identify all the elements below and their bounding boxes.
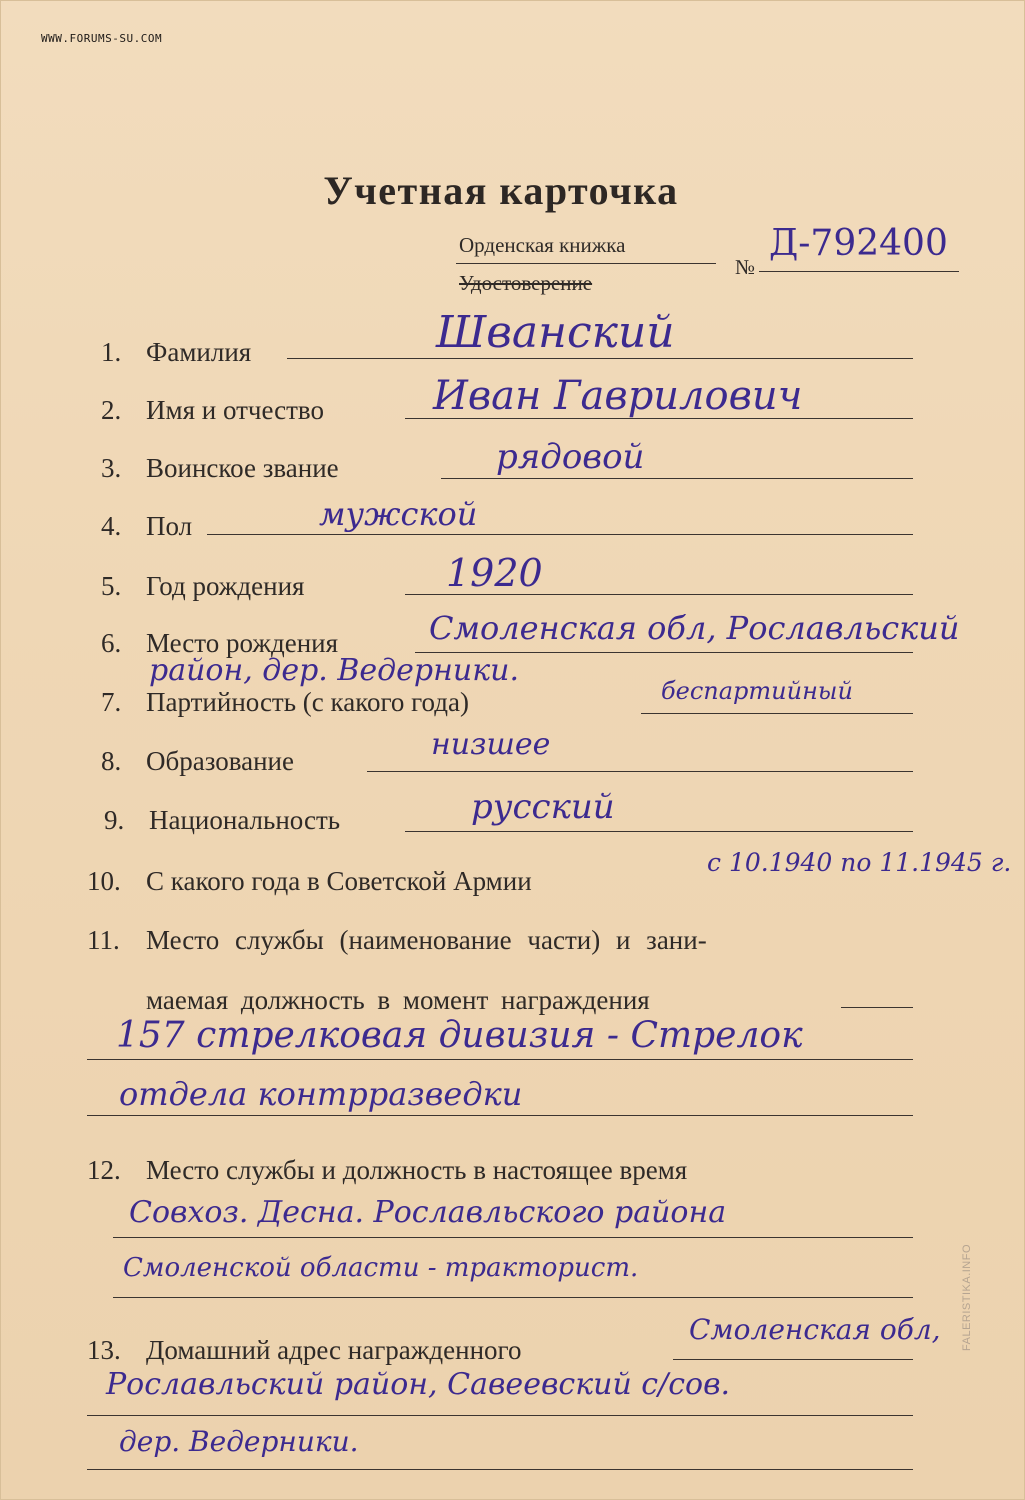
field-3-number: 3. bbox=[101, 453, 122, 483]
field-6-label: Место рождения bbox=[146, 628, 339, 658]
field-11-value: 157 стрелковая дивизия - Стрелок bbox=[116, 1015, 803, 1056]
field-12-value: Совхоз. Десна. Рославльского района bbox=[129, 1195, 727, 1230]
field-10-value: с 10.1940 по 11.1945 г. bbox=[707, 848, 1012, 877]
field-5-value: 1920 bbox=[446, 551, 543, 595]
number-sign: № bbox=[735, 255, 756, 279]
field-9-number: 9. bbox=[104, 805, 125, 835]
number-value: Д-792400 bbox=[769, 223, 948, 264]
field-8-number: 8. bbox=[101, 746, 122, 776]
field-7-value: беспартийный bbox=[661, 677, 853, 705]
field-10-label: С какого года в Советской Армии bbox=[146, 866, 532, 896]
card-title: Учетная карточка bbox=[323, 168, 679, 213]
field-13-line-3 bbox=[87, 1469, 913, 1470]
field-13-value-continued: Рославльский район, Савеевский с/сов. bbox=[106, 1367, 731, 1402]
field-12-label: Место службы и должность в настоящее время bbox=[146, 1155, 688, 1185]
field-2-number: 2. bbox=[101, 395, 122, 425]
site-watermark: WWW.FORUMS-SU.COM bbox=[41, 32, 163, 45]
field-4-number: 4. bbox=[101, 511, 122, 541]
field-4-label: Пол bbox=[146, 511, 193, 541]
field-8-value: низшее bbox=[431, 727, 551, 762]
field-12-line-2 bbox=[113, 1297, 913, 1298]
field-2-value: Иван Гаврилович bbox=[433, 373, 803, 419]
field-3-value: рядовой bbox=[496, 437, 645, 477]
field-11-number: 11. bbox=[87, 925, 120, 955]
field-7-line bbox=[641, 713, 913, 714]
doc-type-certificate: Удостоверение bbox=[459, 271, 593, 295]
field-12-number: 12. bbox=[87, 1155, 121, 1185]
field-13-label: Домашний адрес награжденного bbox=[146, 1335, 522, 1365]
field-13-number: 13. bbox=[87, 1335, 121, 1365]
field-13-value-continued-2: дер. Ведерники. bbox=[119, 1425, 359, 1458]
field-7-number: 7. bbox=[101, 687, 122, 717]
field-11-line-2 bbox=[87, 1059, 913, 1060]
field-3-line bbox=[441, 478, 913, 479]
field-3-label: Воинское звание bbox=[146, 453, 339, 483]
field-11-line-1 bbox=[841, 1007, 913, 1008]
field-4-line bbox=[207, 534, 913, 535]
field-13-line-1 bbox=[673, 1359, 913, 1360]
field-8-line bbox=[367, 771, 913, 772]
field-4-value: мужской bbox=[319, 495, 478, 533]
field-1-line bbox=[287, 358, 913, 359]
field-9-line bbox=[405, 831, 913, 832]
field-6-number: 6. bbox=[101, 628, 122, 658]
field-12-line-1 bbox=[113, 1237, 913, 1238]
field-12-value-continued: Смоленской области - тракторист. bbox=[123, 1253, 639, 1283]
field-7-label: Партийность (с какого года) bbox=[146, 687, 469, 717]
field-8-label: Образование bbox=[146, 746, 294, 776]
field-13-line-2 bbox=[87, 1415, 913, 1416]
doc-type-order-book: Орденская книжка bbox=[459, 233, 626, 257]
field-10-number: 10. bbox=[87, 866, 121, 896]
field-1-number: 1. bbox=[101, 337, 122, 367]
field-1-value: Шванский bbox=[436, 307, 675, 358]
field-6-value-continued: район, дер. Ведерники. bbox=[149, 653, 519, 688]
field-11-label: Место службы (наименование части) и зани- bbox=[146, 925, 707, 955]
number-line bbox=[759, 271, 959, 272]
field-9-label: Национальность bbox=[149, 805, 341, 835]
field-11-label-continued: маемая должность в момент награждения bbox=[146, 985, 650, 1015]
doc-type-line bbox=[456, 263, 716, 264]
field-6-value: Смоленская обл, Рославльский bbox=[429, 609, 960, 647]
field-1-label: Фамилия bbox=[146, 337, 252, 367]
field-5-label: Год рождения bbox=[146, 571, 305, 601]
side-watermark: FALERISTIKA.INFO bbox=[961, 1243, 973, 1351]
field-11-line-3 bbox=[87, 1115, 913, 1116]
field-5-number: 5. bbox=[101, 571, 122, 601]
field-9-value: русский bbox=[471, 787, 615, 827]
field-13-value: Смоленская обл, bbox=[689, 1313, 941, 1346]
field-11-value-continued: отдела контрразведки bbox=[119, 1075, 523, 1113]
field-2-label: Имя и отчество bbox=[146, 395, 324, 425]
